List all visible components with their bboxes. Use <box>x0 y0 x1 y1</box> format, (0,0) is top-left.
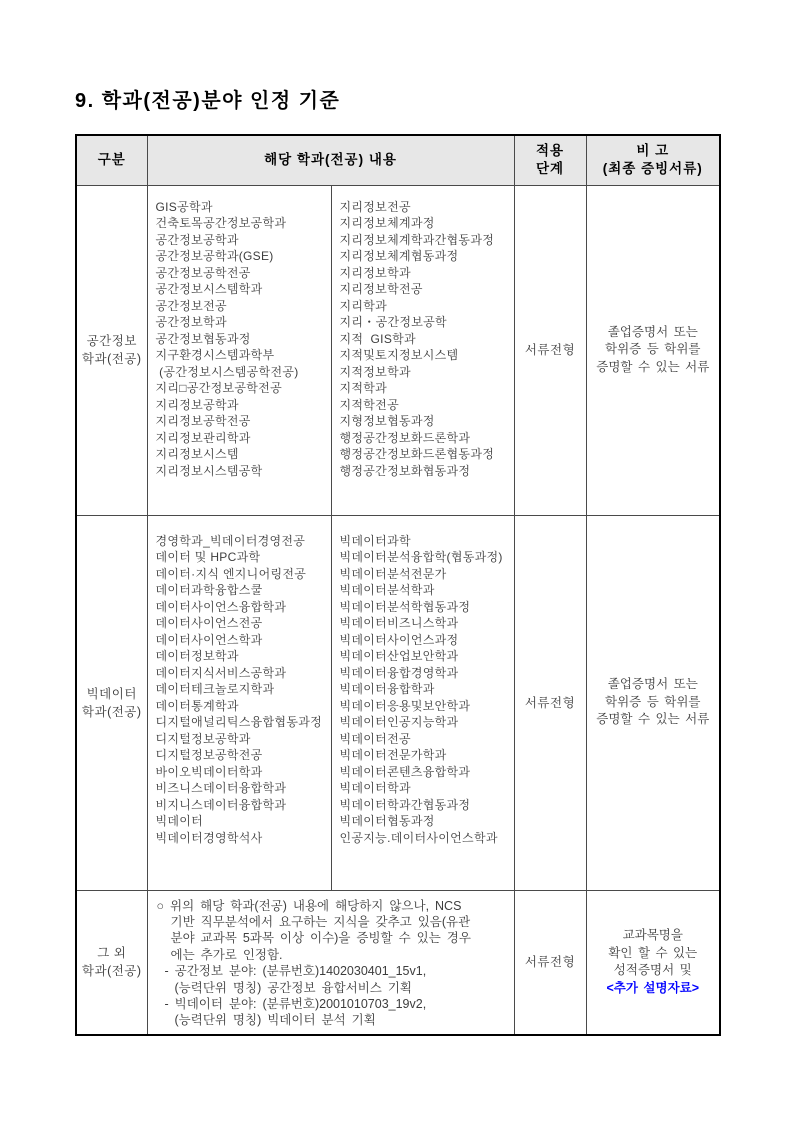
list-item: 데이터통계학과 <box>155 698 239 713</box>
table-row-other <box>76 890 720 1035</box>
list-item: 빅데이터융합경영학과 <box>339 665 459 680</box>
list-item: 경영학과_빅데이터경영전공 <box>155 533 306 548</box>
list-item: 빅데이터산업보안학과 <box>339 649 459 663</box>
list-item: 지적학과 <box>339 381 388 395</box>
list-item: 빅데이터학과 <box>339 781 411 795</box>
dept-list-right-bigdata <box>331 515 514 890</box>
list-item: 적용 <box>535 143 565 159</box>
list-item: 빅데이터융합학과 <box>339 682 435 696</box>
list-item: 공간정보공학과 <box>155 232 239 247</box>
list-item: 지리정보시스템 <box>155 447 239 461</box>
list-item: 공간정보공학과(GSE) <box>155 249 274 263</box>
header-content: 해당 학과(전공) 내용 <box>147 135 514 185</box>
list-item: 지적학전공 <box>339 397 399 412</box>
list-item: 지리정보체계협동과정 <box>339 249 459 263</box>
list-item: 지형정보협동과정 <box>339 414 435 428</box>
list-item: 데이터사이언스학과 <box>155 632 263 647</box>
list-item: 교과목명을 <box>622 928 683 943</box>
list-item: 바이오빅데이터학과 <box>155 764 263 779</box>
table-row-bigdata <box>76 515 720 890</box>
list-item: 분야 교과목 5과목 이상 이수)을 증빙할 수 있는 경우 <box>170 931 471 946</box>
list-item: 데이터테크놀로지학과 <box>155 682 275 696</box>
list-item: 지리정보체계과정 <box>339 216 435 230</box>
list-item: 빅데이터콘텐츠융합학과 <box>339 764 471 779</box>
header-stage <box>514 135 586 185</box>
list-item: 데이터사이언스융합학과 <box>155 599 287 614</box>
list-item: 학과(전공) <box>81 964 142 979</box>
list-item: 비즈니스데이터융합학과 <box>155 781 287 795</box>
list-item: 지적 GIS학과 <box>339 331 416 346</box>
list-item: 공간정보시스템학과 <box>155 282 263 296</box>
stage-cell-spatial: 서류전형 <box>514 185 586 515</box>
criteria-table <box>75 134 721 1036</box>
list-item: 빅데이터 <box>86 686 137 701</box>
list-item: (공간정보시스템공학전공) <box>155 364 299 379</box>
list-item: 지적및토지정보시스템 <box>339 348 459 362</box>
dept-list-right-spatial <box>331 185 514 515</box>
list-item: 에는 추가로 인정함. <box>170 947 283 962</box>
list-item: 빅데이터협동과정 <box>339 814 435 828</box>
note-cell-spatial <box>586 185 720 515</box>
page-title: 9. 학과(전공)분야 인정 기준 <box>75 90 341 112</box>
list-item: 공간정보 <box>86 334 137 348</box>
list-item: 빅데이터경영학석사 <box>155 830 263 845</box>
list-item: 행정공간정보화드론학과 <box>339 430 471 445</box>
list-item: 디지털정보공학전공 <box>155 748 263 762</box>
list-item: - 빅데이터 분야: (분류번호)2001010703_19v2, <box>164 996 427 1011</box>
list-item: (최종 증빙서류) <box>602 161 703 177</box>
list-item: 데이터정보학과 <box>155 649 239 663</box>
list-item: 빅데이터 <box>155 814 204 828</box>
list-item: <추가 설명자료> <box>606 980 700 995</box>
list-item: 확인 할 수 있는 <box>608 945 698 960</box>
stage-cell-bigdata: 서류전형 <box>514 515 586 890</box>
list-item: 빅데이터사이언스과정 <box>339 632 459 647</box>
list-item: 빅데이터인공지능학과 <box>339 715 459 729</box>
list-item: 공간정보공학전공 <box>155 265 251 280</box>
table-row-spatial-info <box>76 185 720 515</box>
list-item: 지리□공간정보공학전공 <box>155 381 282 395</box>
category-cell-spatial <box>76 185 147 515</box>
list-item: 공간정보학과 <box>155 315 227 329</box>
table-header-row <box>76 135 720 185</box>
list-item: 공간정보협동과정 <box>155 331 251 346</box>
list-item: 학위증 등 학위를 <box>605 694 701 709</box>
list-item: 단계 <box>535 161 565 177</box>
list-item: 그 외 <box>97 946 127 961</box>
dept-list-left-bigdata <box>147 515 331 890</box>
list-item: 졸업증명서 또는 <box>607 677 698 692</box>
list-item: (능력단위 명칭) 빅데이터 분석 기획 <box>174 1013 376 1028</box>
dept-list-left-spatial <box>147 185 331 515</box>
list-item: 건축토목공간정보공학과 <box>155 216 287 230</box>
list-item: 행정공간정보화드론협동과정 <box>339 447 495 461</box>
list-item: 행정공간정보화협동과정 <box>339 463 471 478</box>
list-item: 빅데이터전공 <box>339 731 411 746</box>
list-item: 증명할 수 있는 서류 <box>596 712 710 727</box>
list-item: 지리정보학전공 <box>339 282 423 296</box>
list-item: 지리정보공학전공 <box>155 414 251 428</box>
list-item: 빅데이터분석학협동과정 <box>339 599 471 614</box>
list-item: - 공간정보 분야: (분류번호)1402030401_15v1, <box>164 964 427 979</box>
list-item: 학과(전공) <box>81 352 142 366</box>
content-cell-other <box>147 890 514 1035</box>
list-item: 증명할 수 있는 서류 <box>596 359 710 374</box>
list-item: 학과(전공) <box>81 704 142 719</box>
list-item: 비 고 <box>636 143 670 159</box>
list-item: 지리정보학과 <box>339 265 411 280</box>
list-item: 빅데이터비즈니스학과 <box>339 616 459 630</box>
list-item: 지리정보관리학과 <box>155 430 251 445</box>
list-item: 지적정보학과 <box>339 364 411 379</box>
list-item: 디지털정보공학과 <box>155 731 251 746</box>
header-category: 구분 <box>76 135 147 185</box>
category-cell-other <box>76 890 147 1035</box>
list-item: 빅데이터분석전문가 <box>339 566 447 581</box>
list-item: 인공지능.데이터사이언스학과 <box>339 830 498 845</box>
list-item: 지리・공간정보공학 <box>339 315 447 329</box>
list-item: 빅데이터분석학과 <box>339 583 435 597</box>
list-item: 디지털애널리틱스융합협동과정 <box>155 715 322 729</box>
list-item: 지리정보체계학과간협동과정 <box>339 232 495 247</box>
header-note <box>586 135 720 185</box>
list-item: 비지니스데이터융합학과 <box>155 797 287 812</box>
list-item: 데이터과학융합스쿨 <box>155 583 263 597</box>
list-item: 지리정보공학과 <box>155 397 239 412</box>
list-item: 기반 직무분석에서 요구하는 지식을 갖추고 있음(유관 <box>170 914 471 929</box>
list-item: ○ 위의 해당 학과(전공) 내용에 해당하지 않으나, NCS <box>156 898 462 913</box>
list-item: 빅데이터분석융합학(협동과정) <box>339 550 503 564</box>
list-item: 데이터사이언스전공 <box>155 616 263 630</box>
list-item: 지리정보시스템공학 <box>155 463 263 478</box>
stage-cell-other: 서류전형 <box>514 890 586 1035</box>
list-item: 졸업증명서 또는 <box>607 324 698 339</box>
list-item: 지리정보전공 <box>339 199 411 214</box>
list-item: 지리학과 <box>339 298 388 313</box>
category-cell-bigdata <box>76 515 147 890</box>
list-item: GIS공학과 <box>155 199 213 214</box>
list-item: 빅데이터과학 <box>339 533 411 548</box>
list-item: 빅데이터전문가학과 <box>339 748 447 762</box>
note-cell-other <box>586 890 720 1035</box>
list-item: 빅데이터학과간협동과정 <box>339 797 471 812</box>
list-item: 학위증 등 학위를 <box>605 342 701 357</box>
list-item: (능력단위 명칭) 공간정보 융합서비스 기획 <box>174 980 412 995</box>
note-cell-bigdata <box>586 515 720 890</box>
list-item: 데이터지식서비스공학과 <box>155 665 287 680</box>
list-item: 공간정보전공 <box>155 298 227 313</box>
list-item: 빅데이터응용및보안학과 <box>339 698 471 713</box>
list-item: 성적증명서 및 <box>613 963 692 978</box>
list-item: 데이터 및 HPC과학 <box>155 550 261 564</box>
list-item: 데이터·지식 엔지니어링전공 <box>155 566 307 581</box>
list-item: 지구환경시스템과학부 <box>155 348 275 362</box>
